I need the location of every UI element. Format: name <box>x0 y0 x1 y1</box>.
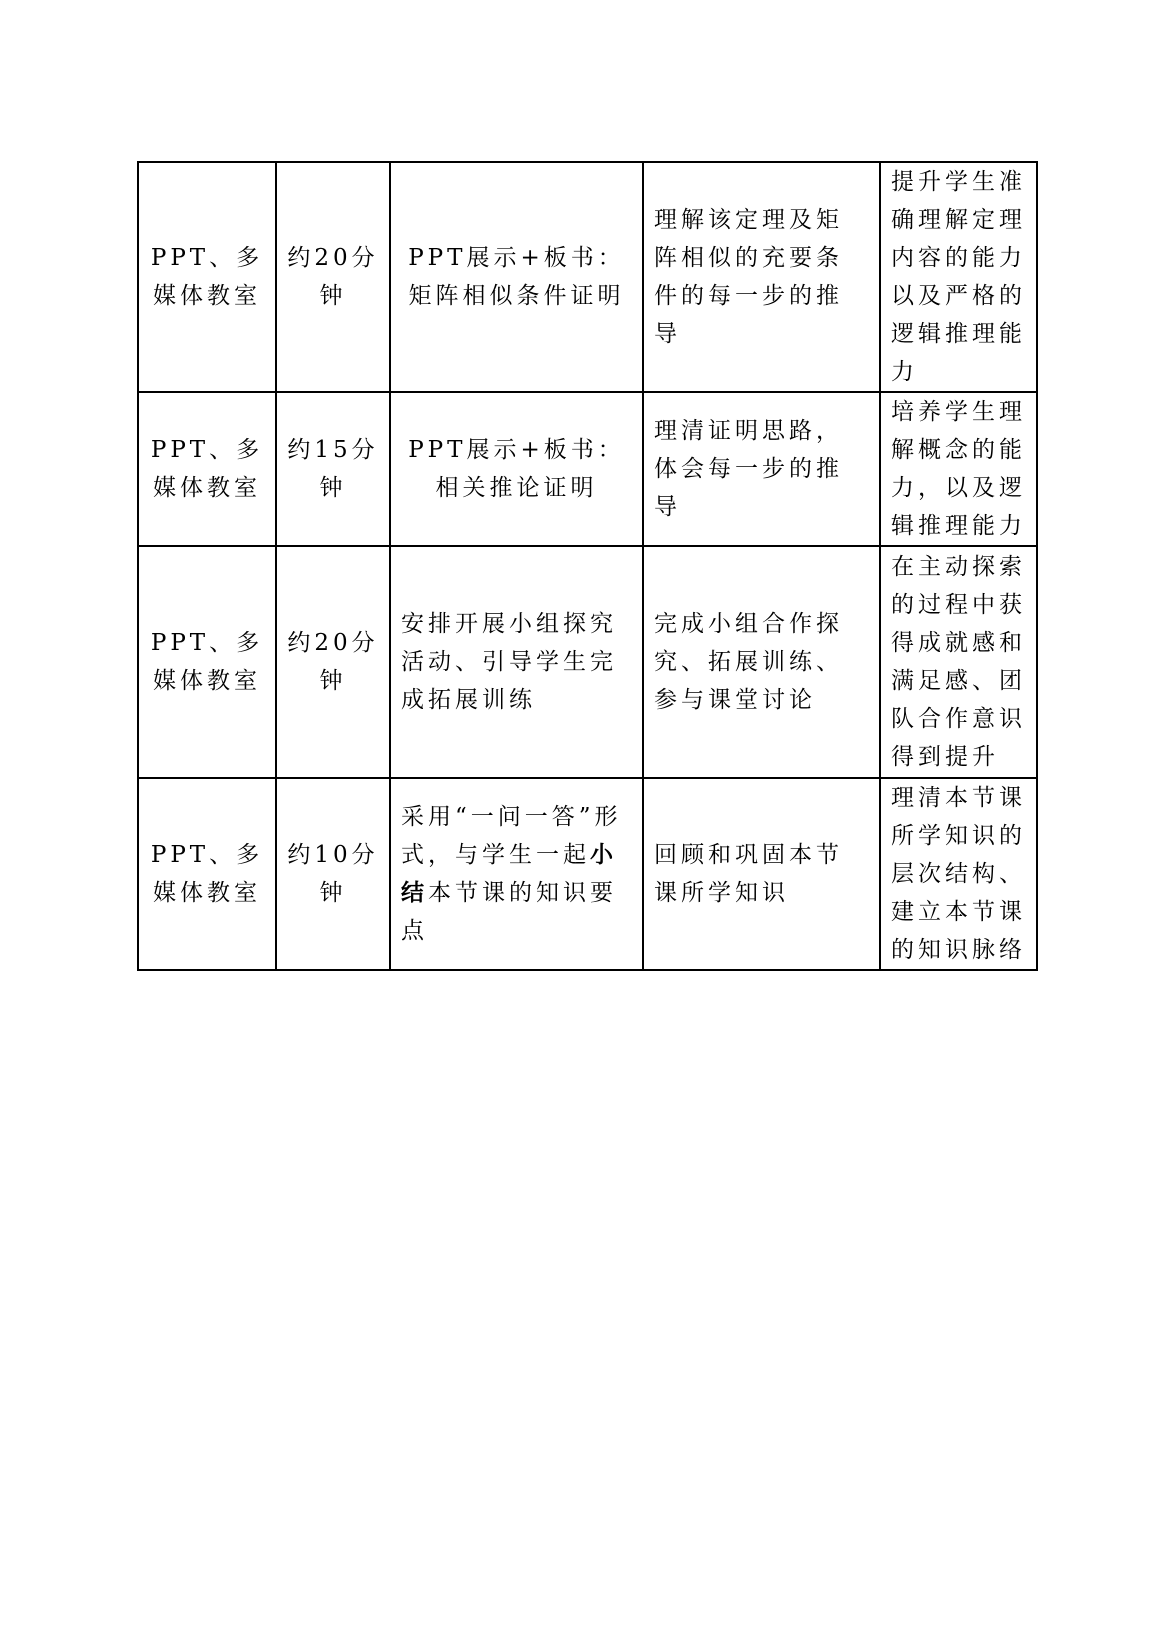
teacher-activity-cell <box>390 778 643 970</box>
teacher-activity-line-1: PPT展示+板书： <box>408 437 625 463</box>
media-cell: PPT、多媒体教室 <box>138 778 276 970</box>
teacher-activity-text-pre: 采用“一问一答”形式，与学生一起 <box>401 804 622 868</box>
time-cell: 约20分钟 <box>276 546 390 778</box>
teacher-activity-text-bold: 小结 <box>401 841 617 906</box>
time-cell: 约15分钟 <box>276 392 390 546</box>
goal-cell: 在主动探索的过程中获得成就感和满足感、团队合作意识得到提升 <box>880 546 1037 778</box>
teacher-activity-cell <box>390 392 643 546</box>
teacher-activity-line-1: PPT展示+板书： <box>408 245 625 271</box>
student-activity-cell: 理解该定理及矩阵相似的充要条件的每一步的推导 <box>643 162 880 392</box>
student-activity-cell: 理清证明思路，体会每一步的推导 <box>643 392 880 546</box>
lesson-plan-table <box>137 161 1038 971</box>
teacher-activity-line-2: 矩阵相似条件证明 <box>408 283 625 309</box>
student-activity-cell: 完成小组合作探究、拓展训练、参与课堂讨论 <box>643 546 880 778</box>
teacher-activity-text-post: 本节课的知识要点 <box>401 880 617 944</box>
table-row <box>138 162 1037 392</box>
teacher-activity-cell: 安排开展小组探究活动、引导学生完成拓展训练 <box>390 546 643 778</box>
teacher-activity-line-2: 相关推论证明 <box>435 475 598 501</box>
goal-cell: 理清本节课所学知识的层次结构、建立本节课的知识脉络 <box>880 778 1037 970</box>
goal-cell: 培养学生理解概念的能力，以及逻辑推理能力 <box>880 392 1037 546</box>
table-row <box>138 778 1037 970</box>
time-cell: 约20分钟 <box>276 162 390 392</box>
time-cell: 约10分钟 <box>276 778 390 970</box>
student-activity-cell: 回顾和巩固本节课所学知识 <box>643 778 880 970</box>
media-cell: PPT、多媒体教室 <box>138 162 276 392</box>
media-cell: PPT、多媒体教室 <box>138 546 276 778</box>
media-cell: PPT、多媒体教室 <box>138 392 276 546</box>
teacher-activity-cell <box>390 162 643 392</box>
table-row <box>138 392 1037 546</box>
goal-cell: 提升学生准确理解定理内容的能力以及严格的逻辑推理能力 <box>880 162 1037 392</box>
table-row <box>138 546 1037 778</box>
